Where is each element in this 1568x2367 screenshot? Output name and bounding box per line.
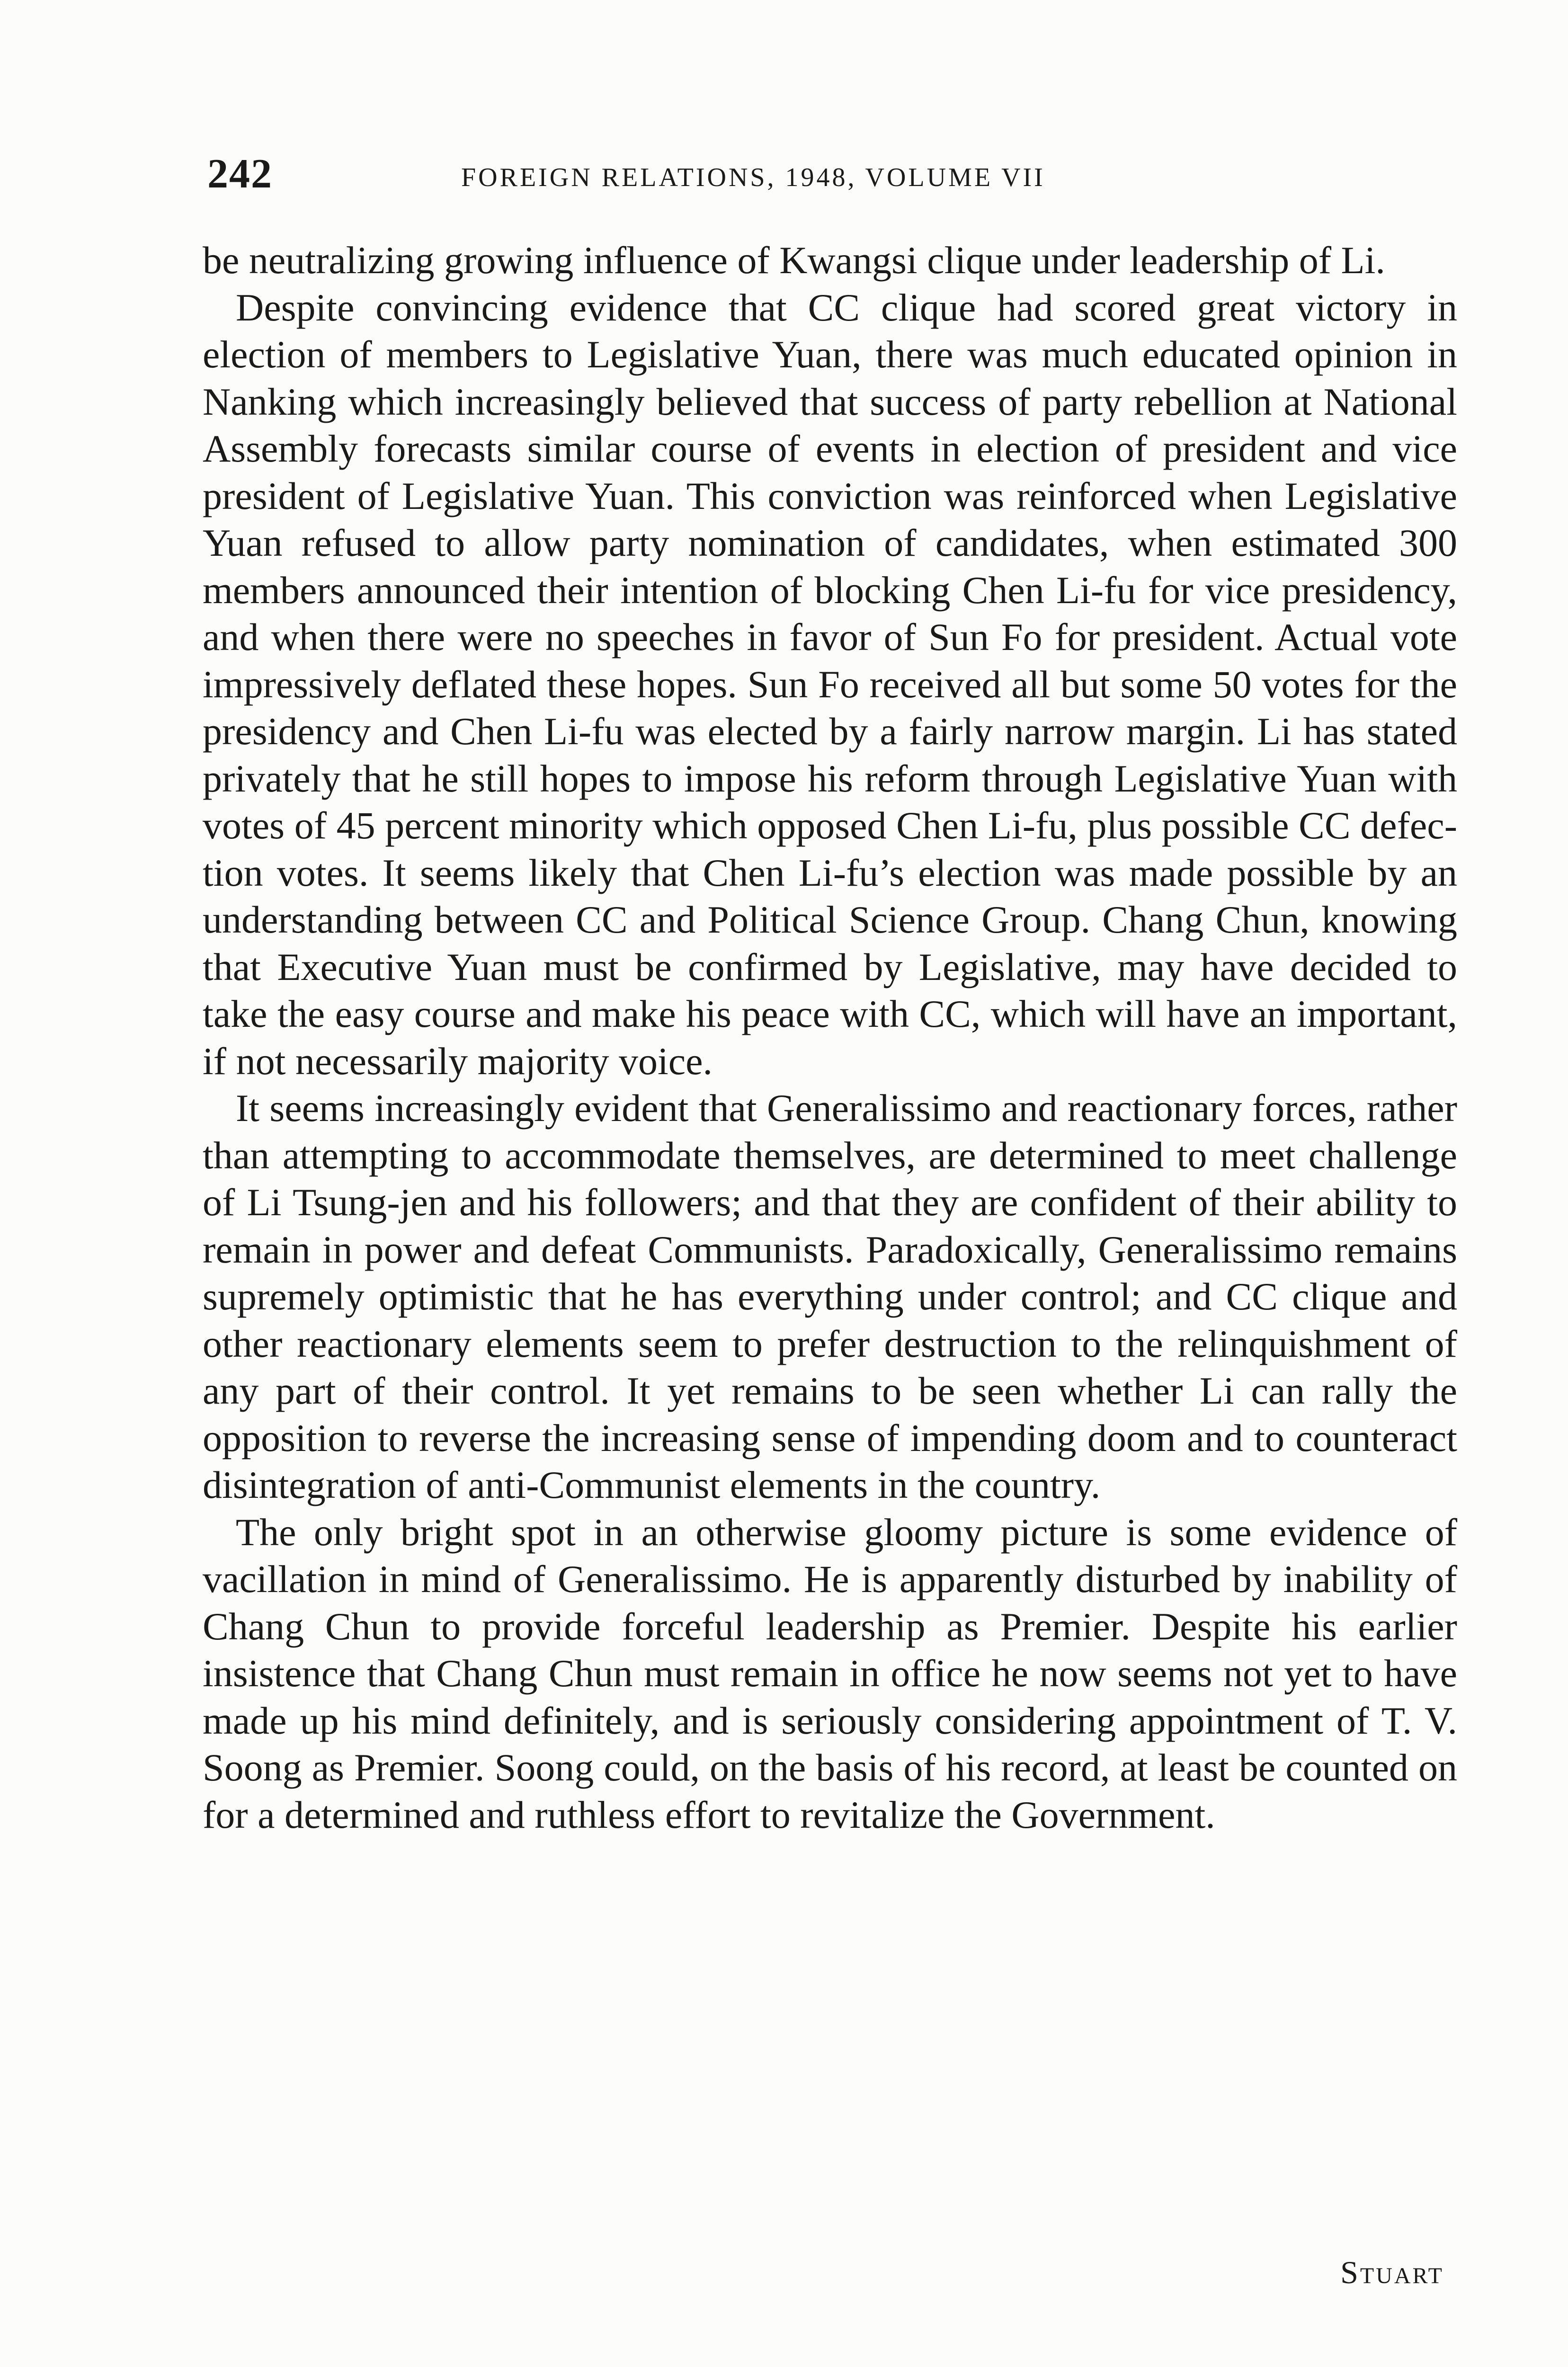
paragraph-continuation: be neutralizing growing influence of Kwangsi clique under leadership of Li. — [203, 239, 1385, 282]
paragraph-bright-spot: The only bright spot in an otherwise gloomy picture is some evidence of vacillation in mind of Generalissimo. He is apparently disturbed by inability of Chang Chun to provide forceful leadership as Premier. Despite his earlier insistence that Chang Chun must remain in office he now seems not yet to have made up his mind definitely, and is seriously considering appointment of T. V. Soong as Premier. Soong could, on the basis of his record, at least be counted on for a determined and ruthless effort to revitalize the Government. — [203, 1510, 1457, 1836]
body-text — [203, 237, 1457, 1838]
page-header — [207, 151, 1462, 203]
page-number: 242 — [207, 151, 273, 197]
running-head: FOREIGN RELATIONS, 1948, VOLUME VII — [461, 163, 1045, 192]
paragraph-generalissimo: It seems increasingly evident that Generalissimo and reactionary forces, rather than attempting to accommodate themselves, are determined to meet challenge of Li Tsung-jen and his followers; and that they are confident of their ability to remain in power and defeat Communists. Paradoxically, Generalissimo remains supremely optimistic that he has everything under control; and CC clique and other reactionary elements seem to prefer destruction to the relinquishment of any part of their control. It yet remains to be seen whether Li can rally the opposition to reverse the increasing sense of impending doom and to counteract disintegration of anti-Communist elements in the country. — [203, 1086, 1457, 1506]
signature: Stuart — [1340, 2254, 1444, 2290]
paragraph-legislative-yuan: Despite convincing evidence that CC clique had scored great victory in election of members to Legislative Yuan, there was much educated opinion in Nanking which increasingly believed that success of party rebellion at National Assembly forecasts similar course of events in election of president and vice president of Legislative Yuan. This conviction was reinforced when Legislative Yuan refused to allow party nomination of candidates, when estimated 300 members announced their intention of blocking Chen Li-fu for vice presidency, and when there were no speeches in favor of Sun Fo for president. Actual vote impressively deflated these hopes. Sun Fo received all but some 50 votes for the presidency and Chen Li-fu was elected by a fairly narrow margin. Li has stated privately that he still hopes to impose his reform through Legislative Yuan with votes of 45 percent minority which opposed Chen Li-fu, plus possible CC defection votes. It seems likely that Chen Li-fu’s election was made possible by an understanding between CC and Political Science Group. Chang Chun, knowing that Executive Yuan must be confirmed by Legislative, may have decided to take the easy course and make his peace with CC, which will have an important, if not necessarily majority voice. — [203, 285, 1457, 1083]
